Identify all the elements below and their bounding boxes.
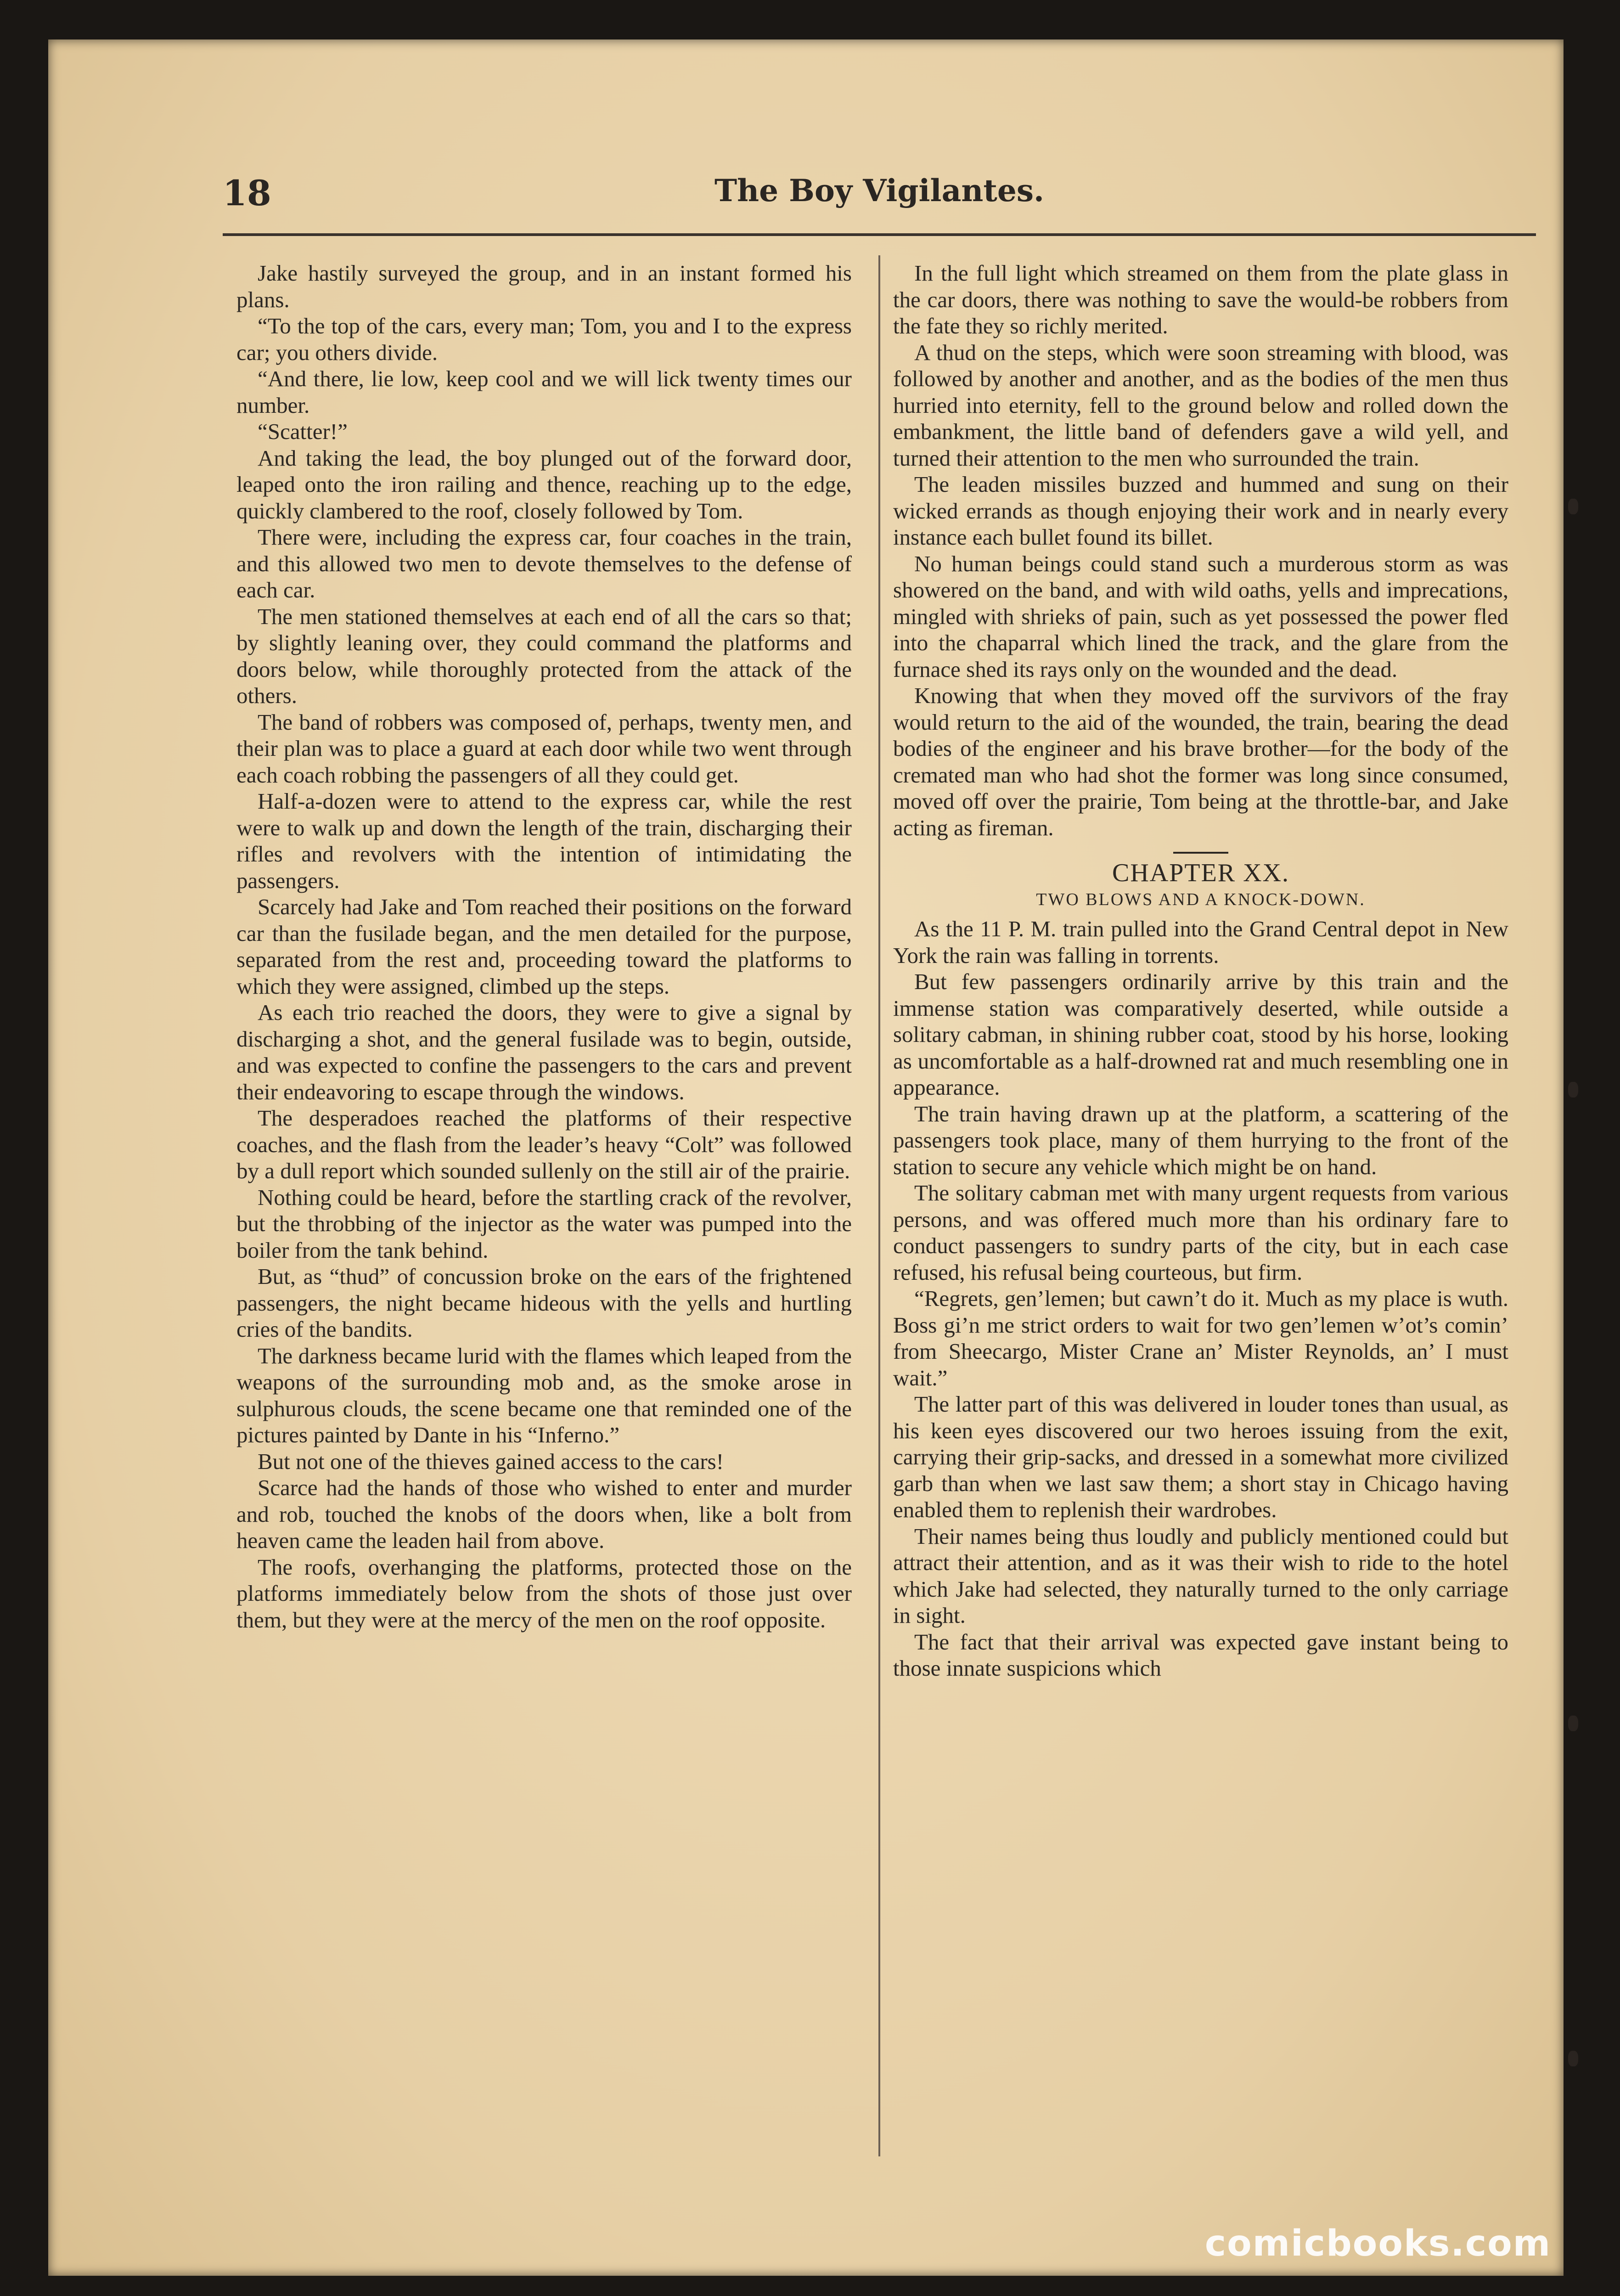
paragraph: A thud on the steps, which were soon streaming with blood, was followed by another and another, and as the bodies of the men thus hurried into eternity, fell to the ground below and rolled down the embankment, the little band of defenders gave a wild yell, and turned their attention to the men who surrounded the train. bbox=[893, 339, 1508, 471]
paragraph: But, as “thud” of concussion broke on the ears of the frightened passengers, the night became hideous with the yells and hurtling cries of the bandits. bbox=[236, 1264, 852, 1342]
paragraph: The band of robbers was composed of, perhaps, twenty men, and their plan was to place a guard at each door while two went through each coach robbing the passengers of all they could get. bbox=[236, 709, 852, 788]
paragraph: Jake hastily surveyed the group, and in an instant formed his plans. bbox=[236, 260, 852, 312]
page-number: 18 bbox=[223, 173, 271, 214]
chapter-title: CHAPTER XX. bbox=[1112, 859, 1290, 887]
paragraph: No human beings could stand such a murderous storm as was showered on the band, and with wild oaths, yells and imprecations, mingled with shrieks of pain, such as yet possessed the power fled into the chaparral which lined the track, and the glare from the furnace shed its rays only on the wounded and the dead. bbox=[893, 551, 1508, 682]
paragraph: Knowing that when they moved off the survivors of the fray would return to the aid of the wounded, the train, bearing the dead bodies of the engineer and his brave brother—for the body of the cremated man who had shot the former was long since consumed, moved off over the prairie, Tom being at the throttle-bar, and Jake acting as fireman. bbox=[893, 683, 1508, 840]
paragraph: “To the top of the cars, every man; Tom, you and I to the express car; you others divide. bbox=[236, 313, 852, 365]
paragraph: Half-a-dozen were to attend to the express car, while the rest were to walk up and down the length of the train, discharging their rifles and revolvers with the intention of intimidating the passengers. bbox=[236, 788, 852, 893]
column-divider bbox=[878, 255, 880, 2156]
chapter-rule bbox=[1173, 852, 1228, 854]
paragraph: As the 11 P. M. train pulled into the Grand Central depot in New York the rain was falling in torrents. bbox=[893, 916, 1508, 968]
paragraph: “Regrets, gen’lemen; but cawn’t do it. Much as my place is wuth. Boss gi’n me strict orders to wait for two gen’lemen w’ot’s comin’ from Sheecargo, Mister Crane an’ Mister Reynolds, an’ I must wait.” bbox=[893, 1286, 1508, 1390]
paragraph: The desperadoes reached the platforms of their respective coaches, and the flash from the leader’s heavy “Colt” was followed by a dull report which sounded sullenly on the still air of the prairie. bbox=[236, 1105, 852, 1183]
paragraph: The roofs, overhanging the platforms, protected those on the platforms immediately below from the shots of those just over them, but they were at the mercy of the men on the roof opposite. bbox=[236, 1554, 852, 1632]
chapter-heading bbox=[893, 852, 1508, 913]
paragraph: “And there, lie low, keep cool and we will lick twenty times our number. bbox=[236, 366, 852, 418]
binding-hole bbox=[1568, 499, 1578, 514]
paragraph: As each trio reached the doors, they were to give a signal by discharging a shot, and the general fusilade was to begin, outside, and was expected to confine the passengers to the cars and prevent their endeavoring to escape through the windows. bbox=[236, 1000, 852, 1104]
paragraph: The darkness became lurid with the flames which leaped from the weapons of the surrounding mob and, as the smoke arose in sulphurous clouds, the scene became one that reminded one of the pictures painted by Dante in his “Inferno.” bbox=[236, 1343, 852, 1447]
paragraph: The leaden missiles buzzed and hummed and sung on their wicked errands as though enjoying their work and in nearly every instance each bullet found its billet. bbox=[893, 472, 1508, 550]
paragraph: And taking the lead, the boy plunged out of the forward door, leaped onto the iron railing and thence, reaching up to the edge, quickly clambered to the roof, closely followed by Tom. bbox=[236, 445, 852, 523]
paragraph: Scarcely had Jake and Tom reached their positions on the forward car than the fusilade began, and the men detailed for the purpose, separated from the rest and, proceeding toward the platforms to which they were assigned, climbed up the steps. bbox=[236, 894, 852, 999]
right-column bbox=[893, 260, 1508, 2179]
paragraph: There were, including the express car, four coaches in the train, and this allowed two men to devote themselves to the defense of each car. bbox=[236, 524, 852, 602]
page-header bbox=[223, 173, 1536, 228]
paragraph: “Scatter!” bbox=[258, 419, 348, 444]
scanned-page bbox=[48, 39, 1564, 2276]
watermark: comicbooks.com bbox=[1204, 2223, 1551, 2264]
paragraph: The solitary cabman met with many urgent requests from various persons, and was offered much more than his ordinary fare to conduct passengers to sundry parts of the city, but in each case refused, his refusal being courteous, but firm. bbox=[893, 1180, 1508, 1285]
binding-hole bbox=[1568, 2051, 1578, 2066]
paragraph: The latter part of this was delivered in louder tones than usual, as his keen eyes discovered our two heroes issuing from the exit, carrying their grip-sacks, and dressed in a somewhat more civilized garb than when we last saw them; a short stay in Chicago having enabled them to replenish their wardrobes. bbox=[893, 1391, 1508, 1522]
running-title: The Boy Vigilantes. bbox=[714, 173, 1044, 208]
paragraph: In the full light which streamed on them from the plate glass in the car doors, there was nothing to save the would-be robbers from the fate they so richly merited. bbox=[893, 260, 1508, 338]
paragraph: The men stationed themselves at each end of all the cars so that; by slightly leaning over, they could command the platforms and doors below, while thoroughly protected from the attack of the others. bbox=[236, 603, 852, 708]
binding-hole bbox=[1568, 1716, 1578, 1731]
header-rule bbox=[223, 233, 1536, 236]
paragraph: The fact that their arrival was expected gave instant being to those innate suspicions which bbox=[893, 1629, 1508, 1681]
paragraph: But not one of the thieves gained access to the cars! bbox=[258, 1448, 724, 1474]
chapter-subtitle: TWO BLOWS AND A KNOCK-DOWN. bbox=[1036, 889, 1366, 909]
binding-hole bbox=[1568, 1082, 1578, 1097]
left-column bbox=[236, 260, 852, 2179]
paragraph: But few passengers ordinarily arrive by this train and the immense station was comparatively deserted, while outside a solitary cabman, in shining rubber coat, stood by his horse, looking as uncomfortable as a half-drowned rat and much resembling one in appearance. bbox=[893, 969, 1508, 1100]
paragraph: Scarce had the hands of those who wished to enter and murder and rob, touched the knobs of the doors when, like a bolt from heaven came the leaden hail from above. bbox=[236, 1475, 852, 1553]
paragraph: The train having drawn up at the platform, a scattering of the passengers took place, many of them hurrying to the front of the station to secure any vehicle which might be on hand. bbox=[893, 1101, 1508, 1179]
paragraph: Nothing could be heard, before the startling crack of the revolver, but the throbbing of the injector as the water was pumped into the boiler from the tank behind. bbox=[236, 1184, 852, 1263]
paragraph: Their names being thus loudly and publicly mentioned could but attract their attention, and as it was their wish to ride to the hotel which Jake had selected, they naturally turned to the only carriage in sight. bbox=[893, 1523, 1508, 1628]
